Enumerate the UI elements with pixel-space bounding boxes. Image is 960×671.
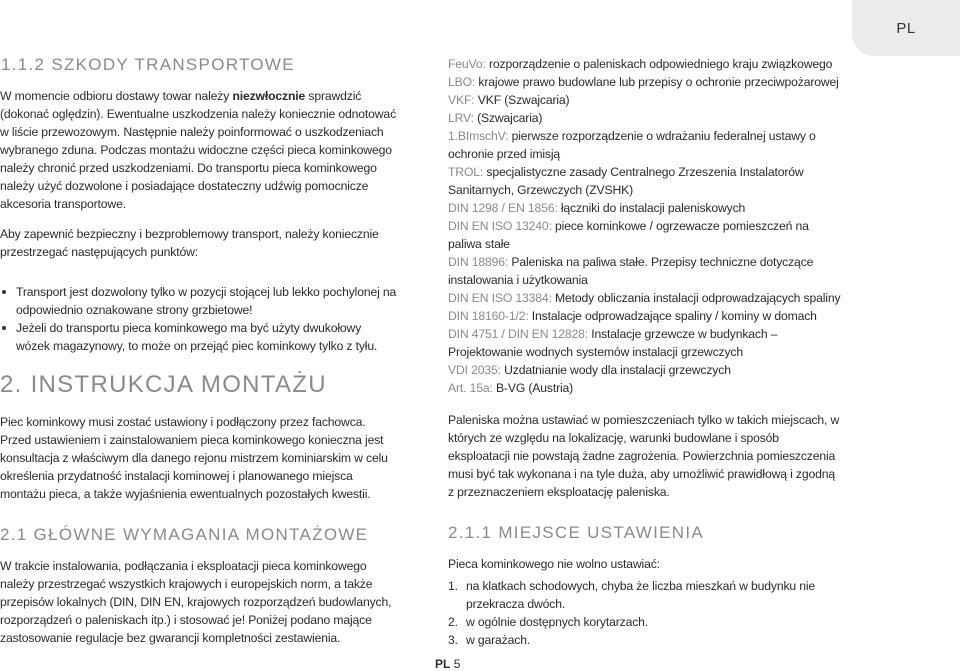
regulation-item: DIN EN ISO 13384: Metody obliczania instalacji odprowadzających spaliny xyxy=(448,291,841,305)
location-numbered-list xyxy=(448,577,843,649)
regulation-item: LBO: krajowe prawo budowlane lub przepisy o ochronie przeciwpożarowej xyxy=(448,75,839,89)
list-item: 3. w garażach. xyxy=(448,633,531,647)
bullet-item: Transport jest dozwolony tylko w pozycji stojącej lub lekko pochylonej na odpowiednio oznakowane strony grzbietowe! xyxy=(0,283,398,319)
regulation-item: DIN 18160-1/2: Instalacje odprowadzające spaliny / kominy w domach xyxy=(448,309,817,323)
section-heading-installation: 2. INSTRUKCJA MONTAŻU xyxy=(0,371,327,398)
left-column xyxy=(0,55,398,647)
list-item: 2. w ogólnie dostępnych korytarzach. xyxy=(448,615,649,629)
regulation-item: TROL: specjalistyczne zasady Centralnego Zrzeszenia Instalatorów Sanitarnych, Grzewczych (ZVSHK) xyxy=(448,165,804,197)
regulation-item: VDI 2035: Uzdatnianie wody dla instalacji grzewczych xyxy=(448,363,731,377)
language-tab: PL xyxy=(852,0,960,56)
paragraph-installation: Piec kominkowy musi zostać ustawiony i podłączony przez fachowca. Przed ustawieniem i zainstalowaniem pieca kominkowego konieczna jest konsultacja z właściwym dla danego rejonu mistrzem kominiarskim w celu określenia przydatność instalacji kominowej i planowanego miejsca montażu pieca, a także wyjaśnienia ewentualnych pozostałych kwestii. xyxy=(0,415,388,501)
page-footer xyxy=(435,657,460,671)
regulation-item: DIN EN ISO 13240: piece kominkowe / ogrzewacze pomieszczeń na paliwa stałe xyxy=(448,219,809,251)
paragraph-transport-points: Aby zapewnić bezpieczny i bezproblemowy transport, należy koniecznie przestrzegać następujących punktów: xyxy=(0,227,379,259)
right-column xyxy=(448,55,843,649)
paragraph-requirements: W trakcie instalowania, podłączania i eksploatacji pieca kominkowego należy przestrzegać wszystkich krajowych i europejskich norm, a także przepisów lokalnych (DIN, DIN EN, krajowych rozporządzeń budowlanych, rozporządzeń o paleniskach itp.) i stosować je! Poniżej podano mające zastosowanie regulacje bez gwarancji kompletności zestawienia. xyxy=(0,559,392,645)
paragraph-not-allowed: Pieca kominkowego nie wolno ustawiać: xyxy=(448,557,660,571)
regulation-item: FeuVo: rozporządzenie o paleniskach odpowiedniego kraju związkowego xyxy=(448,57,833,71)
regulation-item: DIN 1298 / EN 1856: łączniki do instalacji paleniskowych xyxy=(448,201,746,215)
regulation-item: VKF: VKF (Szwajcaria) xyxy=(448,93,570,107)
section-heading-requirements: 2.1 GŁÓWNE WYMAGANIA MONTAŻOWE xyxy=(0,525,369,544)
regulation-item: LRV: (Szwajcaria) xyxy=(448,111,543,125)
section-heading-transport-damage: 1.1.2 SZKODY TRANSPORTOWE xyxy=(1,55,295,74)
regulation-item: DIN 18896: Paleniska na paliwa stałe. Przepisy techniczne dotyczące instalowania i użytkowania xyxy=(448,255,814,287)
paragraph-transport-damage: W momencie odbioru dostawy towar należy niezwłocznie sprawdzić (dokonać oględzin). Ewentualne uszkodzenia należy koniecznie odnotować w liście przewozowym. Następnie należy poinformować o uszkodzeniach wybranego zduna. Podczas montażu widoczne części pieca kominkowego należy chronić przed uszkodzeniami. Do transportu pieca kominkowego należy użyć dozwolone i posiadające dostateczny udźwig pomocnicze akcesoria transportowe. xyxy=(0,89,397,211)
bullet-item: Jeżeli do transportu pieca kominkowego ma być użyty dwukołowy wózek magazynowy, to może on przejąć piec kominkowy tylko z tyłu. xyxy=(0,319,398,355)
list-item: 1. na klatkach schodowych, chyba że liczba mieszkań w budynku nie przekracza dwóch. xyxy=(448,579,816,611)
regulation-item: 1.BImschV: pierwsze rozporządzenie o wdrażaniu federalnej ustawy o ochronie przed imisją xyxy=(448,129,816,161)
regulations-list xyxy=(448,55,843,397)
paragraph-placement-rules: Paleniska można ustawiać w pomieszczeniach tylko w takich miejscach, w których ze względu na lokalizację, warunki budowlane i sposób eksploatacji nie powstają żadne zagrożenia. Powierzchnia pomieszczenia musi być tak wykonana i na tyle duża, aby umożliwić prawidłową i zgodną z przeznaczeniem eksploatację paleniska. xyxy=(448,413,840,499)
transport-bullet-list xyxy=(0,283,398,355)
page-number: 5 xyxy=(453,657,461,671)
section-heading-location: 2.1.1 MIEJSCE USTAWIENIA xyxy=(448,523,705,542)
regulation-item: Art. 15a: B-VG (Austria) xyxy=(448,381,574,395)
regulation-item: DIN 4751 / DIN EN 12828: Instalacje grzewcze w budynkach – Projektowanie wodnych systemów instalacji grzewczych xyxy=(448,327,778,359)
footer-language: PL xyxy=(435,657,451,671)
